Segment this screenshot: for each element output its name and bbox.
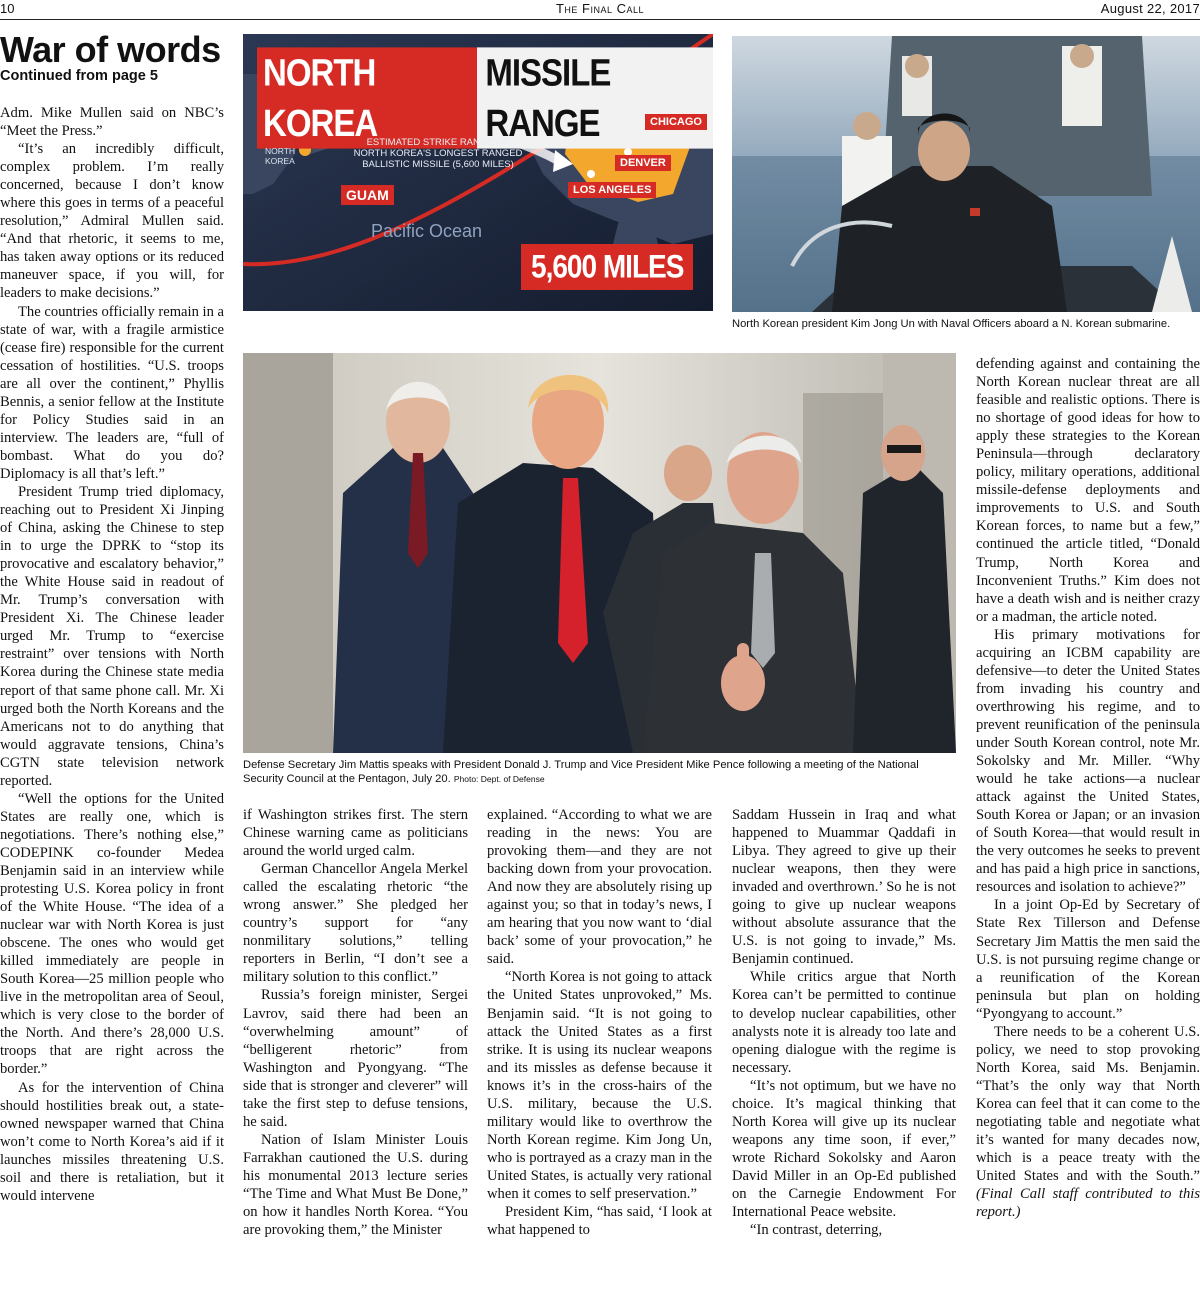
kim-submarine-photo: [732, 36, 1200, 312]
column-2: [243, 806, 468, 1239]
distance-label: 5,600 MILES: [521, 244, 693, 290]
continued-line: Continued from page 5: [0, 68, 158, 84]
issue-date: August 22, 2017: [1100, 1, 1200, 16]
headline: War of words: [0, 29, 221, 70]
denver-label: DENVER: [615, 155, 671, 171]
paragraph: President Kim, “has said, ‘I look at what happened to: [487, 1204, 712, 1239]
paragraph: [976, 1023, 1200, 1222]
graphic-title-red: NORTH KOREA: [257, 47, 477, 148]
photo2-caption: [243, 759, 956, 786]
paragraph: His primary motivations for acquiring an ICBM capability are defensive—to deter the United States from invading his country and overthrowing his regime, and to prevent reunification of the peninsula under South Korean control, note Mr. Sokolsky and Mr. Miller. “Why would he take actions—a nuclear attack against the United States, South Korea or Japan; or an invasion of South Korea—that would result in the very outcomes he seeks to prevent and has paid a high price in sanctions, resources and isolation to achieve?”: [976, 626, 1200, 896]
graphic-title-white: MISSILE RANGE: [477, 47, 713, 148]
los-angeles-label: LOS ANGELES: [568, 182, 656, 198]
trump-mattis-photo: [243, 353, 956, 753]
paragraph: “North Korea is not going to attack the United States unprovoked,” Ms. Benjamin said. “It is not going to attack the United States as a first strike. It is using its nuclear weapons and its missles as defense because it knows it’s in the cross-hairs of the U.S. military, because the U.S. military would like to overthrow the North Korean regime. Kim Jong Un, who is portrayed as a crazy man in the United States, is actually very rational when it comes to self preservation.”: [487, 969, 712, 1202]
paragraph: In a joint Op-Ed by Secretary of State Rex Tillerson and Defense Secretary Jim Mattis the men said the U.S. is not pursuing regime change or a reunification of the Korean peninsula but plan on holding “Pyongyang to account.”: [976, 897, 1200, 1022]
paragraph: As for the intervention of China should hostilities break out, a state-owned newspaper warned that China won’t come to North Korea’s aid if it launches missiles threatening U.S. soil and there is retaliation, but it would intervene: [0, 1079, 224, 1204]
column-3: [487, 806, 712, 1239]
strike-range-label: ESTIMATED STRIKE RANGE OF NORTH KOREA'S LONGEST RANGED BALLISTIC MISSILE (5,600 MILES): [353, 137, 523, 170]
paragraph: explained. “According to what we are reading in the news: You are provoking them—and they are not backing down from your provocation. And now they are absolutely rising up against you; so that in today’s news, I am hearing that you now want to ‘dial back’ some of your provocation,” he said.: [487, 807, 712, 968]
paragraph: Russia’s foreign minister, Sergei Lavrov, said there had been an “overwhelming amount” of “belligerent rhetoric” from Washington and Pyongyang. “The side that is stronger and cleverer” will take the first step to defuse tensions, he said.: [243, 987, 468, 1130]
paragraph: President Trump tried diplomacy, reaching out to President Xi Jinping of China, asking the Chinese to step in to urge the DPRK to “stop its provocative and escalatory behavior,” the White House said in readout of Mr. Trump’s conversation with President Xi. The Chinese leader urged Mr. Trump to “exercise restraint” over tensions with North Korea during the Chinese state media report of that same phone call. Mr. Xi urged both the North Koreans and the Americans not to do anything that would aggravate tensions, China’s CGTN state television network reported.: [0, 483, 224, 789]
photo1-caption: North Korean president Kim Jong Un with Naval Officers aboard a N. Korean submarine.: [732, 318, 1171, 330]
page-header: [0, 0, 1200, 20]
paragraph: Adm. Mike Mullen said on NBC’s “Meet the Press.”: [0, 105, 224, 140]
photo2-credit: Photo: Dept. of Defense: [453, 773, 545, 784]
page-number: 10: [0, 1, 15, 16]
paragraph: “It’s not optimum, but we have no choice. It’s magical thinking that North Korea will give up its nuclear weapons any time soon, if ever,” wrote Richard Sokolsky and Aaron David Miller in an Op-Ed published on the Carnegie Endowment For International Peace website.: [732, 1077, 956, 1221]
paragraph: “In contrast, deterring,: [750, 1222, 883, 1239]
paragraph-text: There needs to be a coherent U.S. policy, we need to stop provoking North Korea, said Ms. Benjamin. “That’s the only way that North Korea can feel that it can come to the negotiating table and negotiate what it’s wanted for many decades now, which is a peace treaty with the United States and with the South.”: [976, 1023, 1200, 1185]
pentagon-photo-image: [243, 353, 956, 753]
pacific-ocean-label: Pacific Ocean: [371, 221, 483, 241]
column-4: [732, 806, 956, 1239]
paragraph: Nation of Islam Minister Louis Farrakhan cautioned the U.S. during his monumental 2013 lecture series “The Time and What Must Be Done,” on how it handles North Korea. “You are provoking them,” the Minister: [243, 1131, 468, 1239]
paragraph: Saddam Hussein in Iraq and what happened to Muammar Qaddafi in Libya. They agreed to give up their nuclear weapons, then they were invaded and overthrown.’ So he is not going to give up nuclear weapons without absolute assurance that the U.S. is not going to invade,” Ms. Benjamin continued.: [732, 807, 956, 968]
submarine-photo-image: [732, 36, 1200, 312]
paragraph: if Washington strikes first. The stern Chinese warning came as politicians around the world urged calm.: [243, 807, 468, 860]
column-1: [0, 104, 224, 1205]
paragraph: While critics argue that North Korea can’t be permitted to continue to develop nuclear capabilities, other analysts note it is already too late and opening dialogue with the regime is necessary.: [732, 969, 956, 1076]
guam-label: GUAM: [341, 185, 394, 205]
chicago-label: CHICAGO: [645, 114, 707, 130]
photo2-caption-text: Defense Secretary Jim Mattis speaks with President Donald J. Trump and Vice President Mike Pence following a meeting of the National Security Council at the Pentagon, July 20.: [243, 759, 919, 785]
column-5: [976, 355, 1200, 1221]
north-korea-label: NORTH KOREA: [265, 146, 296, 166]
paragraph: defending against and containing the North Korean nuclear threat are all feasible and realistic options. There is no shortage of good ideas for how to apply these strategies to the Korean Peninsula—through declaratory policy, military operations, additional missile-defense deployments and improvements to U.S. and South Korean forces, to name but a few,” continued the article titled, “Donald Trump, North Korea and Inconvenient Truths.” Kim does not have a death wish and is neither crazy or a madman, the article noted.: [976, 356, 1200, 625]
paragraph: “Well the options for the United States are really one, which is negotiations. There’s nothing else,” CODEPINK co-founder Medea Benjamin said in an interview while protesting U.S. Korea policy in front of the White House. “The idea of a nuclear war with North Korea is just obscene. The ones who would get killed immediately are people in South Korea—25 million people who live in the metropolitan area of Seoul, which is very close to the border of the North. And there’s 28,000 U.S. troops that are right across the border.”: [0, 790, 224, 1078]
publication-name: The Final Call: [555, 1, 645, 16]
staff-credit: (Final Call staff contributed to this report.): [976, 1186, 1200, 1221]
paragraph: The countries officially remain in a state of war, with a fragile armistice (cease fire) responsible for the current cessation of hostilities. “U.S. troops are all over the continent,” Phyllis Bennis, a senior fellow at the Institute for Policy Studies said in an interview. The leaders are, “full of bombast. What do you do? Diplomacy is all that’s left.”: [0, 303, 224, 482]
paragraph: German Chancellor Angela Merkel called the escalating rhetoric “the wrong answer.” She pledged her country’s support for “any nonmilitary solutions,” telling reporters in Berlin, “I don’t see a military solution to this conflict.”: [243, 861, 468, 986]
paragraph: “It’s an incredibly difficult, complex problem. I’m really concerned, because I don’t know where this goes in terms of a peaceful resolution,” Admiral Mullen said. “And that rhetoric, it seems to me, has taken away options or its reduced maneuver space, if you will, for leaders to make decisions.”: [0, 141, 224, 302]
missile-range-graphic: [243, 34, 713, 311]
